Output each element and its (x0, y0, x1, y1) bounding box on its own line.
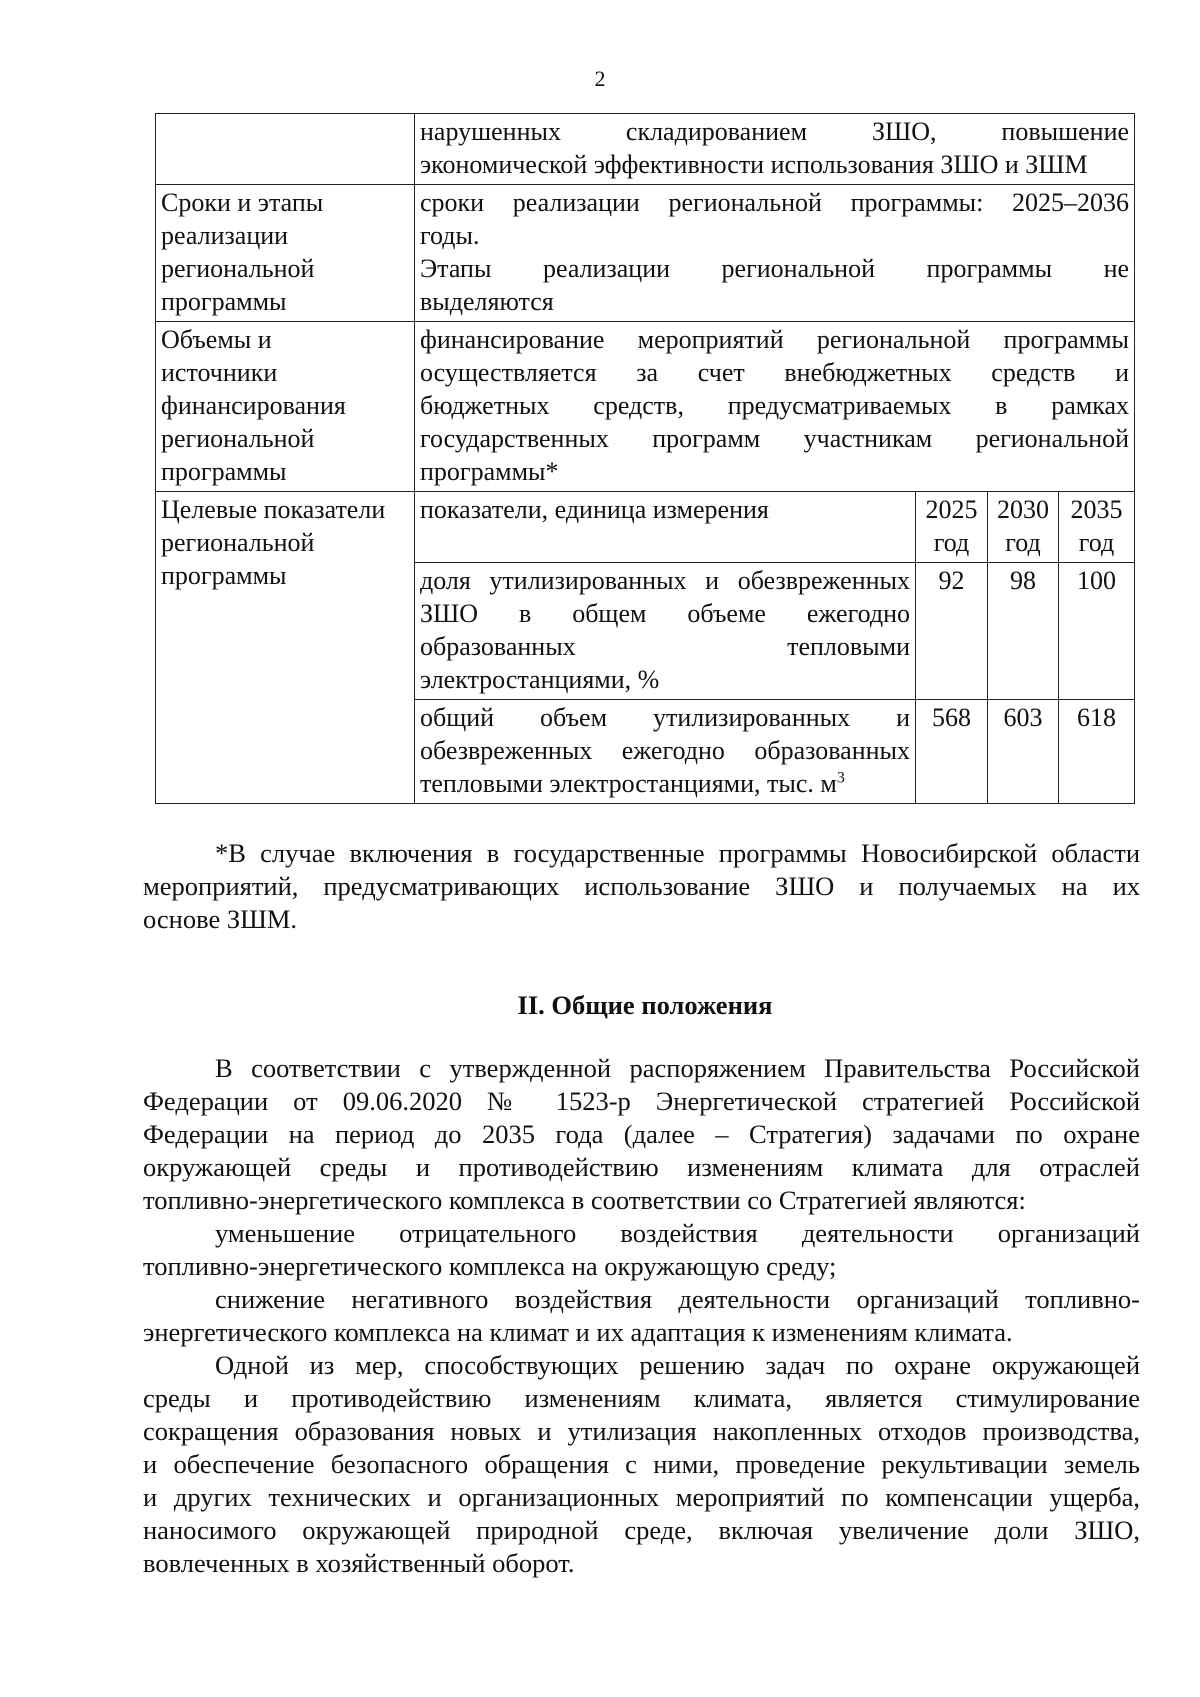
label-line: программы (161, 457, 287, 486)
row-label-empty (156, 114, 415, 185)
text-line: наносимого окружающей природной среде, включая увеличение доли ЗШО, (143, 1515, 1140, 1545)
text-line: доля утилизированных и обезвреженных (420, 566, 910, 595)
year-unit: год (1005, 528, 1041, 557)
indicator-header: показатели, единица измерения (415, 492, 916, 563)
value-cell: 92 (916, 563, 988, 700)
paragraph (143, 1217, 1140, 1283)
paragraph (143, 1283, 1140, 1349)
row-label-targets (156, 492, 415, 804)
label-line: региональной (161, 424, 315, 453)
paragraph (143, 1052, 1140, 1217)
text-line: выделяются (420, 287, 554, 316)
text-line: сокращения образования новых и утилизация накопленных отходов производства, (143, 1416, 1140, 1446)
program-passport-table (155, 113, 1135, 804)
value-cell: 603 (988, 700, 1059, 804)
paragraph (143, 1349, 1140, 1580)
text-line: В соответствии с утвержденной распоряжением Правительства Российской (215, 1053, 1140, 1083)
year-label: 2030 (997, 495, 1049, 524)
year-unit: год (1078, 528, 1115, 557)
label-line: программы (161, 287, 287, 316)
indicator-volume-label (415, 700, 916, 804)
text-line: общий объем утилизированных и (420, 703, 910, 732)
text-line: нарушенных складированием ЗШО, повышение (420, 117, 1130, 146)
label-line: Целевые показатели (161, 495, 386, 524)
value-cell: 100 (1059, 563, 1135, 700)
text-line (420, 767, 910, 800)
text-line: основе ЗШМ. (143, 904, 298, 934)
text-line: топливно-энергетического комплекса на окружающую среду; (143, 1251, 837, 1281)
text-line: Федерации от 09.06.2020 № 1523-р Энергетической стратегией Российской (143, 1086, 1140, 1116)
text-line: *В случае включения в государственные программы Новосибирской области (215, 838, 1140, 868)
text-line: топливно-энергетического комплекса в соответствии со Стратегией являются: (143, 1185, 1026, 1215)
text-line: Одной из мер, способствующих решению задач по охране окружающей (215, 1350, 1140, 1380)
table-row-continuation (156, 114, 1135, 185)
text-line: сроки реализации региональной программы: 2025–2036 (420, 188, 1130, 217)
year-label: 2025 (925, 495, 978, 524)
year-header-2030 (988, 492, 1059, 563)
year-header-2035 (1059, 492, 1135, 563)
text-line: осуществляется за счет внебюджетных средств и (420, 358, 1130, 387)
label-line: реализации (161, 221, 289, 250)
text-line: финансирование мероприятий региональной программы (420, 325, 1130, 354)
text-line: снижение негативного воздействия деятельности организаций топливно- (215, 1284, 1140, 1314)
value-cell: 568 (916, 700, 988, 804)
label-line: Сроки и этапы (161, 188, 324, 217)
row-content-funding (415, 322, 1135, 492)
indicator-share-label (415, 563, 916, 700)
text-line: образованных тепловыми (420, 632, 910, 661)
row-content-continuation (415, 114, 1135, 185)
label-line: региональной (161, 254, 315, 283)
value-cell: 618 (1059, 700, 1135, 804)
text-line: электростанциями, % (420, 665, 660, 694)
text-line: уменьшение отрицательного воздействия деятельности организаций (215, 1218, 1140, 1248)
row-label-funding (156, 322, 415, 492)
page-number: 2 (594, 66, 606, 91)
label-line: финансирования (161, 391, 346, 420)
label-line: источники (161, 358, 278, 387)
text-line: Этапы реализации региональной программы не (420, 254, 1130, 283)
table-row-funding (156, 322, 1135, 492)
text-line: окружающей среды и противодействию изменениям климата для отраслей (143, 1152, 1140, 1182)
row-content-timeline (415, 185, 1135, 322)
text-line: мероприятий, предусматривающих использование ЗШО и получаемых на их (143, 871, 1140, 901)
text-line: вовлеченных в хозяйственный оборот. (143, 1548, 575, 1578)
text-line: Федерации на период до 2035 года (далее – Стратегия) задачами по охране (143, 1119, 1140, 1149)
text-line: годы. (420, 221, 480, 250)
text-line: энергетического комплекса на климат и их адаптация к изменениям климата. (143, 1317, 1013, 1347)
text-line: бюджетных средств, предусматриваемых в рамках (420, 391, 1130, 420)
text-fragment: тепловыми электростанциями, тыс. м (420, 769, 837, 798)
section-body (143, 1052, 1140, 1580)
text-line: и других технических и организационных мероприятий по компенсации ущерба, (143, 1482, 1140, 1512)
text-line: среды и противодействию изменениям климата, является стимулирование (143, 1383, 1140, 1413)
year-unit: год (933, 528, 970, 557)
table-row-timeline (156, 185, 1135, 322)
text-line: и обеспечение безопасного обращения с ними, проведение рекультивации земель (143, 1449, 1140, 1479)
row-label-timeline (156, 185, 415, 322)
year-header-2025 (916, 492, 988, 563)
year-label: 2035 (1070, 495, 1123, 524)
section-title: II. Общие положения (517, 990, 773, 1020)
text-line: ЗШО в общем объеме ежегодно (420, 599, 910, 628)
label-line: Объемы и (161, 325, 272, 354)
label-line: программы (161, 561, 287, 590)
superscript: 3 (836, 769, 845, 787)
footnote (143, 837, 1140, 936)
text-line: экономической эффективности использования ЗШО и ЗШМ (420, 150, 1088, 179)
text-line: программы* (420, 457, 559, 486)
text-line: обезвреженных ежегодно образованных (420, 736, 910, 765)
label-line: региональной (161, 528, 315, 557)
text-line: государственных программ участникам региональной (420, 424, 1130, 453)
table-row-targets-header (156, 492, 1135, 563)
value-cell: 98 (988, 563, 1059, 700)
